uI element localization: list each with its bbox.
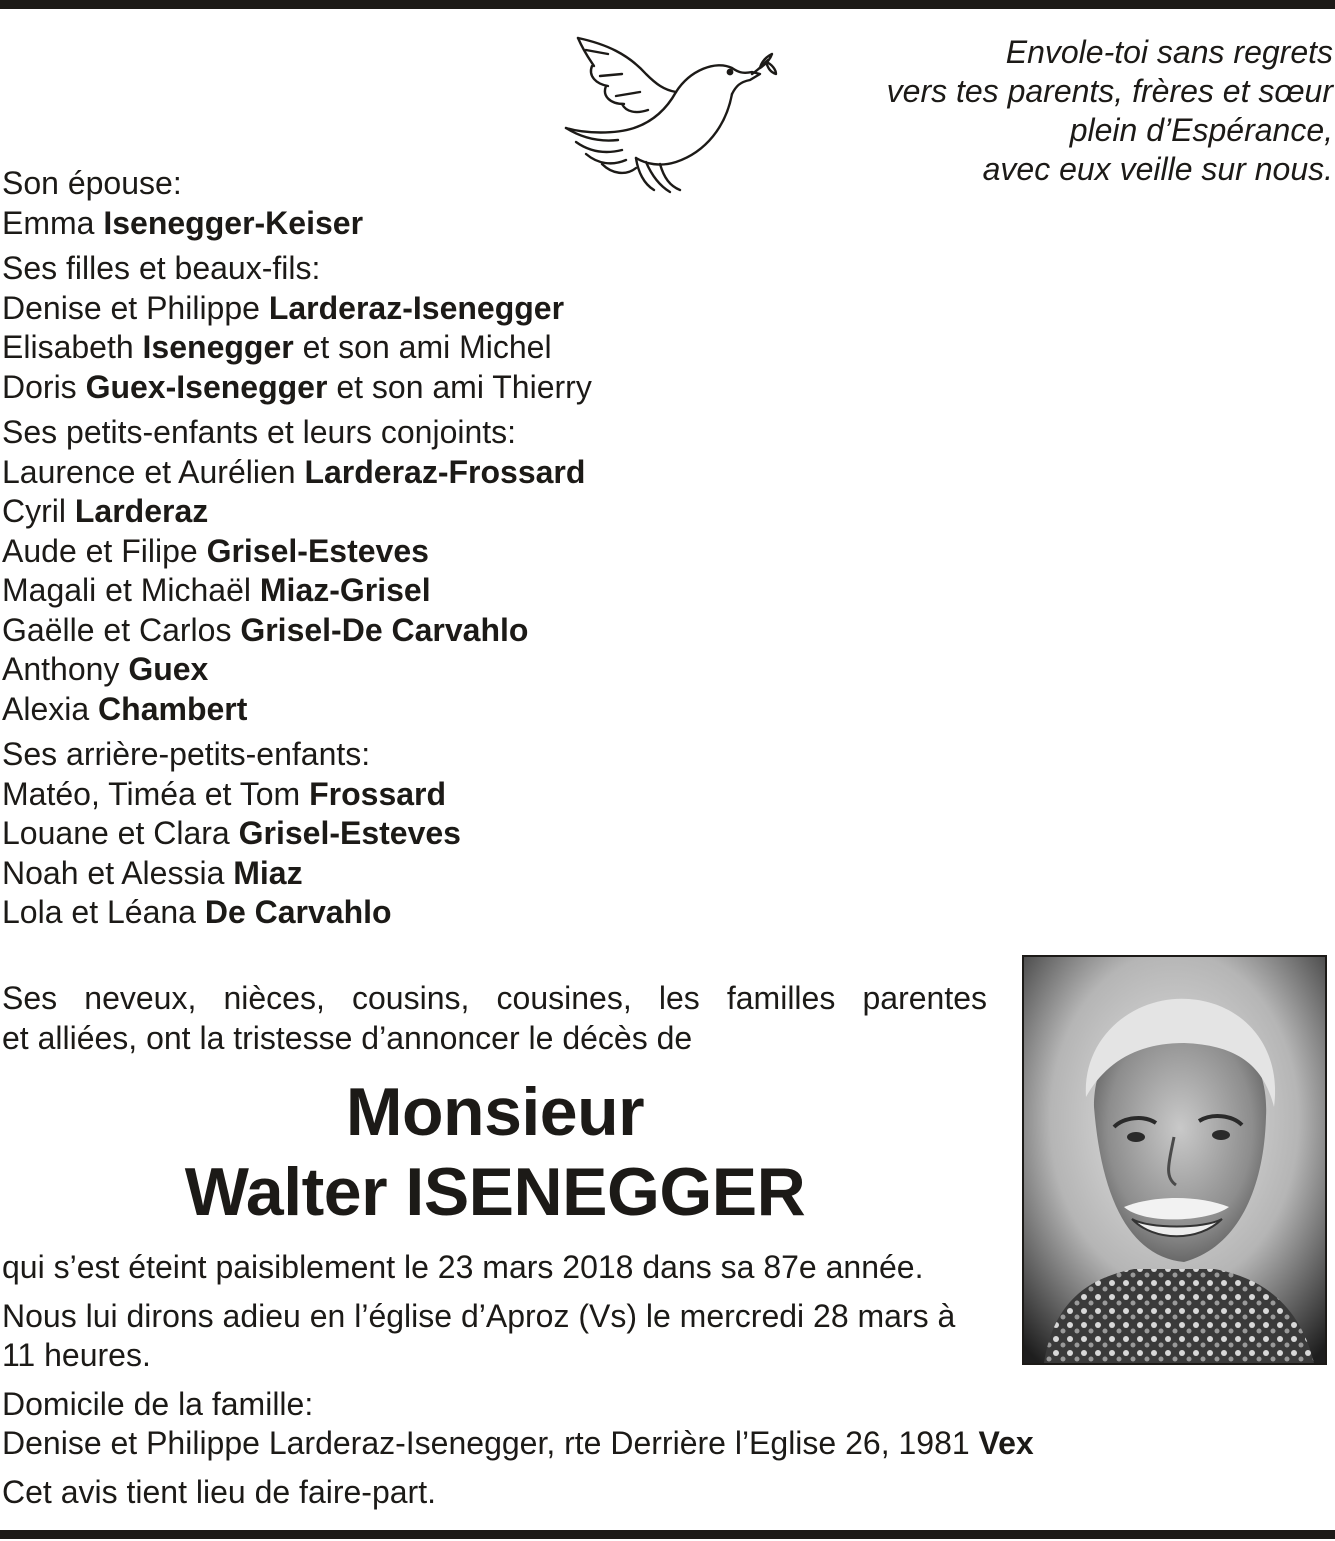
- member-given-names: Louane et Clara: [2, 815, 239, 851]
- member-surname: Larderaz-Isenegger: [268, 289, 565, 326]
- member-surname: Guex: [128, 651, 209, 687]
- family-member: [2, 453, 1012, 493]
- member-surname: Miaz: [233, 854, 303, 891]
- member-given-names: Magali et Michaël: [2, 572, 260, 608]
- member-surname: Isenegger: [142, 329, 294, 365]
- family-member: [2, 532, 1012, 572]
- group-heading: Ses filles et beaux-fils:: [2, 250, 321, 286]
- family-member: [2, 204, 1012, 244]
- group-heading: Ses petits-enfants et leurs conjoints:: [2, 414, 517, 450]
- details-text: [2, 1248, 1102, 1512]
- family-member: [2, 492, 1012, 532]
- family-group-spouse: [2, 164, 1012, 243]
- member-surname: Isenegger-Keiser: [103, 204, 364, 241]
- poem-line: Envole-toi sans regrets: [1005, 34, 1333, 70]
- member-given-names: Anthony: [2, 651, 129, 687]
- family-member: [2, 571, 1012, 611]
- domicile-block: [2, 1385, 1102, 1464]
- family-member: [2, 650, 1012, 690]
- member-given-names: Noah et Alessia: [2, 854, 234, 891]
- member-surname: Grisel-Esteves: [206, 532, 429, 569]
- member-given-names: Denise et Philippe: [2, 289, 269, 326]
- member-suffix: et son ami Michel: [293, 329, 552, 365]
- passing-line: qui s’est éteint paisiblement le 23 mars 2018 dans sa 87e année.: [2, 1249, 924, 1285]
- member-surname: Larderaz-Frossard: [304, 453, 586, 490]
- family-member: [2, 775, 1012, 815]
- member-surname: Guex-Isenegger: [85, 368, 328, 405]
- member-given-names: Elisabeth: [2, 329, 143, 365]
- poem-line: vers tes parents, frères et sœur: [886, 73, 1333, 109]
- member-surname: Chambert: [98, 690, 248, 727]
- poem-line: avec eux veille sur nous.: [982, 151, 1333, 187]
- group-heading: Son épouse:: [2, 165, 182, 201]
- top-rule: [0, 0, 1335, 9]
- member-given-names: Cyril: [2, 493, 75, 529]
- member-surname: Frossard: [309, 775, 447, 812]
- deceased-name: Walter ISENEGGER: [184, 1154, 806, 1230]
- honorific: Monsieur: [345, 1074, 645, 1150]
- member-surname: De Carvahlo: [204, 894, 392, 930]
- announcement-line: Ses neveux, nièces, cousins, cousines, les familles parentes: [2, 980, 987, 1016]
- announcement-text: [2, 979, 987, 1058]
- family-group-grandchildren: [2, 413, 1012, 729]
- family-group-daughters: [2, 249, 1012, 407]
- domicile-heading: Domicile de la famille:: [2, 1385, 314, 1422]
- domicile-address: [2, 1424, 1102, 1464]
- funeral-line: Nous lui dirons adieu en l’église d’Aproz (Vs) le mercredi 28 mars à 11 heures.: [2, 1297, 956, 1373]
- family-list: [2, 164, 1012, 933]
- family-member: [2, 611, 1012, 651]
- member-surname: Grisel-Esteves: [238, 815, 461, 851]
- member-given-names: Matéo, Timéa et Tom: [2, 775, 310, 812]
- family-member: [2, 328, 1012, 368]
- member-surname: Larderaz: [74, 493, 209, 529]
- domicile-town: Vex: [978, 1425, 1034, 1461]
- member-surname: Miaz-Grisel: [259, 572, 431, 608]
- member-given-names: Emma: [2, 204, 104, 241]
- bottom-rule: [0, 1530, 1335, 1539]
- domicile-address-text: Denise et Philippe Larderaz-Isenegger, rte Derrière l’Eglise 26, 1981: [2, 1425, 979, 1461]
- member-given-names: Laurence et Aurélien: [2, 453, 305, 490]
- member-surname: Grisel-De Carvahlo: [240, 611, 529, 648]
- member-suffix: et son ami Thierry: [327, 368, 592, 405]
- family-member: [2, 289, 1012, 329]
- member-given-names: Gaëlle et Carlos: [2, 611, 241, 648]
- family-group-great-grandchildren: [2, 735, 1012, 933]
- deceased-name-heading: [0, 1072, 990, 1232]
- member-given-names: Alexia: [2, 690, 99, 727]
- family-member: [2, 854, 1012, 894]
- family-member: [2, 893, 1012, 933]
- member-given-names: Aude et Filipe: [2, 532, 207, 569]
- family-member: [2, 368, 1012, 408]
- closing-line: Cet avis tient lieu de faire-part.: [2, 1473, 436, 1510]
- member-given-names: Lola et Léana: [2, 894, 205, 930]
- poem-line: plein d’Espérance,: [1069, 112, 1333, 148]
- announcement-line: et alliées, ont la tristesse d’annoncer le décès de: [2, 1019, 693, 1056]
- group-heading: Ses arrière-petits-enfants:: [2, 736, 371, 772]
- family-member: [2, 814, 1012, 854]
- member-given-names: Doris: [2, 368, 86, 405]
- family-member: [2, 690, 1012, 730]
